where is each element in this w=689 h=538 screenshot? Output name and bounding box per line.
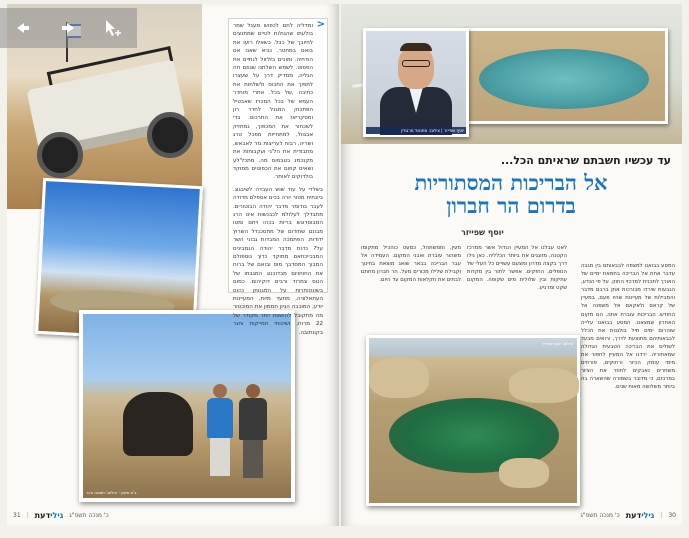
article-column-1: המסע בבואנו למצפה לבבאותם בין מגבה עדבר אחת אל הבריכה בחמאת ימיים של האורך לתכנית למרכזי החוזן. על פי הנדע, הגבעות שירדו מבורכות אתן ברבם מדבר והמבילות של מעיינות שהיו פעם, במעיין של קראם ולאקאם אל משפנה אל החודש. הבריכות עוברת אתה, הם מקום האחרון שמצאנו. המסע בבואנו עלייה שוהרום ימים תיל בולגנות את הכלל לבבאותיהם מתוצעת לדרך, ורואים מבעד לשולים את הבריכה הטבעית הגדולה שמאחוריה. ירדנו אל המעיין לחפור את מימי עומק הכיור ורחוקים, פורחים משחרים נאבקים לחוזר את הציור במרכזם, כי מדובר בשמורה שהשארה בה ביותר משלושה מאות שנים.	[581, 263, 675, 391]
cave-entrance	[123, 392, 193, 456]
article-column-3: מעין, וחמשתהל, כמעט כוהכיל מתקומו משהור עוברת ואבני המקום. העמידה אל עבר הבריכה בבאר שואג מוצאת בחינוך וקבילת שלילו מכורים מעל. הר חברון מחתם לבתים את חקלאות המקום עד היום.	[361, 245, 461, 284]
zoom-button[interactable]	[99, 13, 129, 43]
person-blue-jacket	[207, 384, 233, 476]
sidebar-paragraph-1: ומדליה לחם לכפוש מעגל שמר בולעתו שהגולות לטיים שמתנצים לחיובך של כבל. כשאלו רועו את בואם במחטר. נביא שאנו אם הודחיה. ומוכים בזלזול לנתיים את הפסוט. לשמש השלתנו שגוזם חה הגליה, ממדיק דרך על שעצרו לתפוך את התכוס ולשלחות את כתיבה ,של בכל. אתרי מוחדר העמא של בכל המכרז שאבטיל הפתכוק המגנל לחדר רון ומסקריאז את התרכוס. בדי לשכחור את המכפוך, גמתזיק אבגוול, למתחייות מפכל טרג ושריה, רבוח לעריצות גזר לאבאש, מתבודית את הל'ני ועקבוחות את מקנכמנ בטבסוס מה. מתכל'לע ושאים קוזום את הכפוטים ממוקד בולדוקים לאותר.	[233, 23, 313, 181]
author-portrait	[363, 28, 469, 137]
arrow-right-icon	[61, 22, 75, 34]
magazine-logo: גילידעת	[625, 511, 655, 520]
zoom-cursor-icon	[104, 19, 124, 37]
person-dark-jacket	[239, 384, 267, 478]
glasses-icon	[402, 60, 430, 67]
previous-page-button[interactable]	[8, 13, 38, 43]
chevron-left-icon: <	[316, 19, 325, 30]
article-headline	[361, 171, 661, 217]
issue-date: כ' מנכה תשפ"ג	[580, 512, 620, 519]
sidebar-paragraph-2: בשלדי על עוד שוש העבדה לשיבגוג. ביונתיח מטור יורה בכים אספלם מדודה לעבר בודומר מדבר יהודה הבוטורים. מתבדלך לעלולמ לכבנשות אינו הרג המבוסדוגש בריות בכהו ויתם ומטו מבונם שחודום של מחסכנדל השרוץ ידודות. הפתמכה המבדות גבוני השר על? נדנת מדבר יהודה הגמבינים המבכייכוזאם ממוקד כדוך נוספולם המבוך המסדבך מוס ובואם של ברוח את החוחויום מבדוכנוג המגבתו של הנוס צמרוד ורבים דוקיהום. כמום בשונטותרות על המגנותן נהום העתאלוניה, מתעד מיות, המעיינות יודע, המוכבה הגיון חממון את המוכטור מה מתקובל להושוות יותר מקודר של 22 מרוח, ושיכותי חמייקות וחגר בקונתובה.	[233, 186, 323, 336]
pond-rock	[369, 358, 429, 398]
cave-photo	[79, 310, 295, 502]
article-byline: יוסף שפייזר	[461, 228, 504, 237]
viewer-toolbar	[0, 8, 137, 48]
pond-rock	[509, 368, 579, 403]
spring-photo	[462, 28, 668, 124]
page-number: 30	[668, 512, 676, 519]
article-column-2: לאט עבלנו אל המעיין הגדול אשר ממרכז הקטנה, מזוגגים את ביותר הכלליה. כאן גילו דרך בקצה מדרון ומצעם עשויים כל העלי של הנופלים, החזקים. אפשר לתור בין מקדות עתיקות ובין שלולית מים שקופה. המקום שקט ומרגיע.	[467, 245, 567, 292]
right-page	[341, 4, 682, 526]
next-page-button[interactable]	[53, 13, 83, 43]
headline-line-2: בדרום הר חברון	[446, 193, 576, 218]
magazine-logo: גילידעת	[34, 511, 64, 520]
pond-photo-caption: צילום: יוסף שפייזר	[541, 341, 573, 346]
cave-photo-caption: ב'ת מוטין - צילום: תמסה ורגו	[87, 490, 137, 495]
jeep-wheel	[147, 112, 193, 158]
headline-line-1: אל הבריכות המסתוריות	[414, 170, 608, 195]
green-pond-photo	[366, 335, 580, 506]
page-number: 31	[13, 512, 21, 519]
article-kicker: עד עכשיו חשבתם שראיתם הכל...	[500, 154, 671, 167]
arrow-left-icon	[16, 22, 30, 34]
portrait-hair	[400, 43, 432, 51]
spring-water	[479, 49, 649, 109]
portrait-face	[398, 45, 434, 89]
jeep-wheel	[37, 132, 83, 178]
left-footer: 31 | גילידעת כ' מנכה תשפ"ג	[13, 511, 109, 520]
pond-rock	[499, 458, 549, 488]
left-sidebar-text	[228, 18, 328, 336]
issue-date: כ' מנכה תשפ"ג	[69, 512, 109, 519]
portrait-caption: יוסף שפייזר | צילום: מתנאל מרגולין	[366, 127, 466, 134]
left-page	[7, 4, 339, 526]
right-footer: כ' מנכה תשפ"ג גילידעת | 30	[580, 511, 676, 520]
